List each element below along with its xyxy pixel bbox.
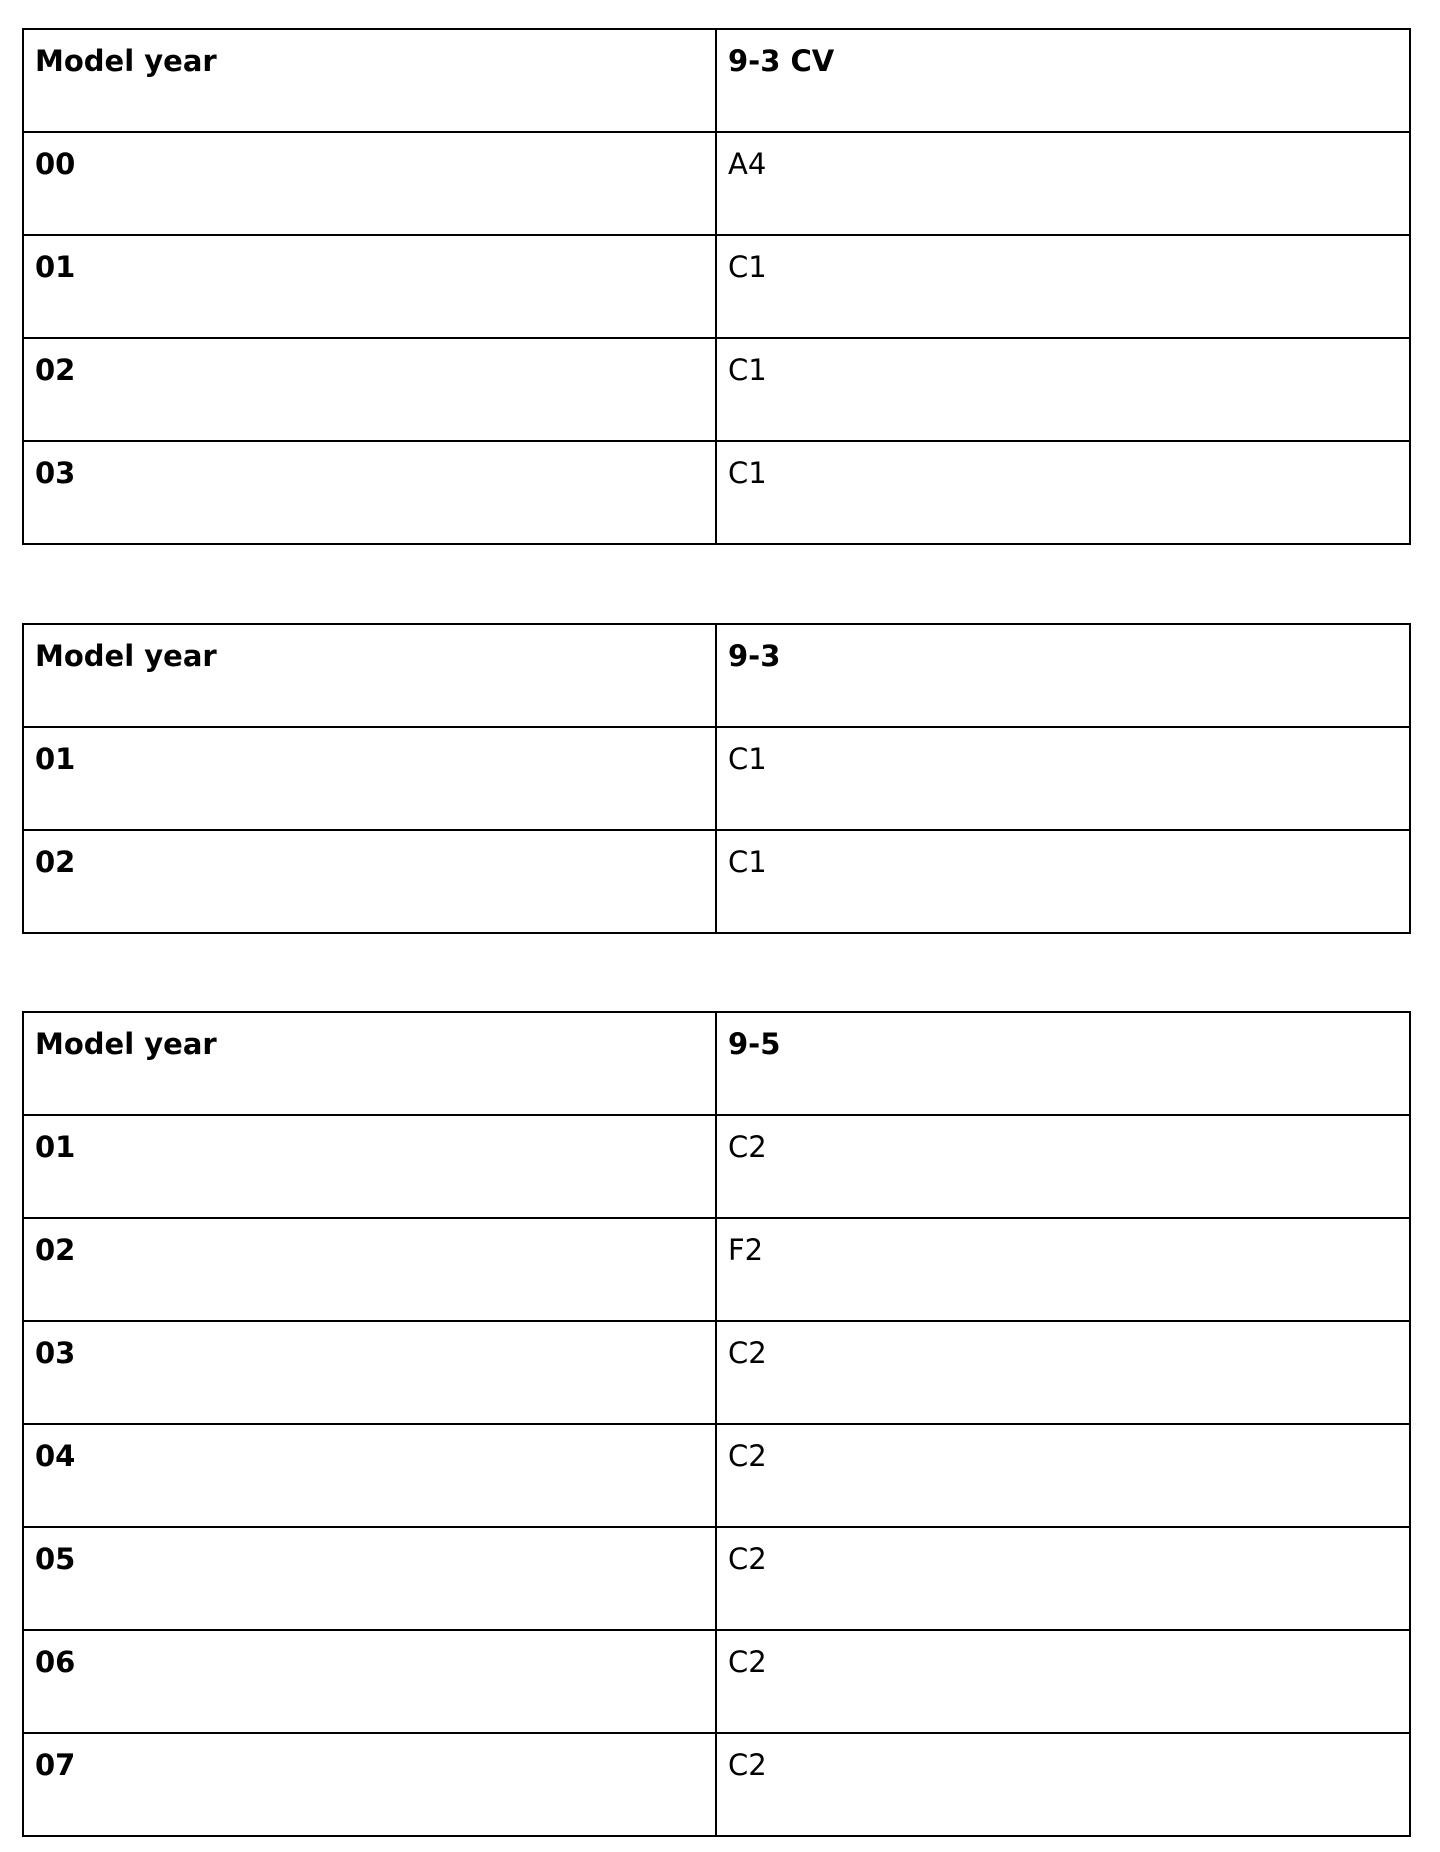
table-row	[23, 132, 1410, 235]
code-cell: C2	[716, 1733, 1410, 1836]
header-cell-model-year: Model year	[23, 624, 716, 727]
table-row	[23, 1321, 1410, 1424]
table-row	[23, 1733, 1410, 1836]
model-year-table-9-3	[22, 623, 1411, 934]
code-cell: C2	[716, 1424, 1410, 1527]
year-cell: 04	[23, 1424, 716, 1527]
code-cell: C2	[716, 1321, 1410, 1424]
table-row	[23, 441, 1410, 544]
year-cell: 01	[23, 727, 716, 830]
model-year-table-9-3-cv	[22, 28, 1411, 545]
header-cell-model-year: Model year	[23, 1012, 716, 1115]
table-header-row	[23, 29, 1410, 132]
table-row	[23, 235, 1410, 338]
table-row	[23, 1115, 1410, 1218]
table-row	[23, 727, 1410, 830]
header-cell-model: 9-3	[716, 624, 1410, 727]
year-cell: 02	[23, 338, 716, 441]
year-cell: 02	[23, 830, 716, 933]
table-row	[23, 830, 1410, 933]
year-cell: 03	[23, 441, 716, 544]
code-cell: C1	[716, 727, 1410, 830]
year-cell: 07	[23, 1733, 716, 1836]
table-row	[23, 1424, 1410, 1527]
code-cell: C1	[716, 338, 1410, 441]
header-cell-model: 9-3 CV	[716, 29, 1410, 132]
header-cell-model-year: Model year	[23, 29, 716, 132]
code-cell: F2	[716, 1218, 1410, 1321]
table-row	[23, 338, 1410, 441]
code-cell: C1	[716, 441, 1410, 544]
table-header-row	[23, 624, 1410, 727]
year-cell: 01	[23, 235, 716, 338]
code-cell: C1	[716, 830, 1410, 933]
header-cell-model: 9-5	[716, 1012, 1410, 1115]
year-cell: 02	[23, 1218, 716, 1321]
year-cell: 01	[23, 1115, 716, 1218]
year-cell: 00	[23, 132, 716, 235]
table-row	[23, 1527, 1410, 1630]
code-cell: C1	[716, 235, 1410, 338]
table-row	[23, 1218, 1410, 1321]
year-cell: 06	[23, 1630, 716, 1733]
table-header-row	[23, 1012, 1410, 1115]
code-cell: A4	[716, 132, 1410, 235]
code-cell: C2	[716, 1630, 1410, 1733]
model-year-table-9-5	[22, 1011, 1411, 1837]
table-row	[23, 1630, 1410, 1733]
code-cell: C2	[716, 1115, 1410, 1218]
year-cell: 05	[23, 1527, 716, 1630]
year-cell: 03	[23, 1321, 716, 1424]
code-cell: C2	[716, 1527, 1410, 1630]
